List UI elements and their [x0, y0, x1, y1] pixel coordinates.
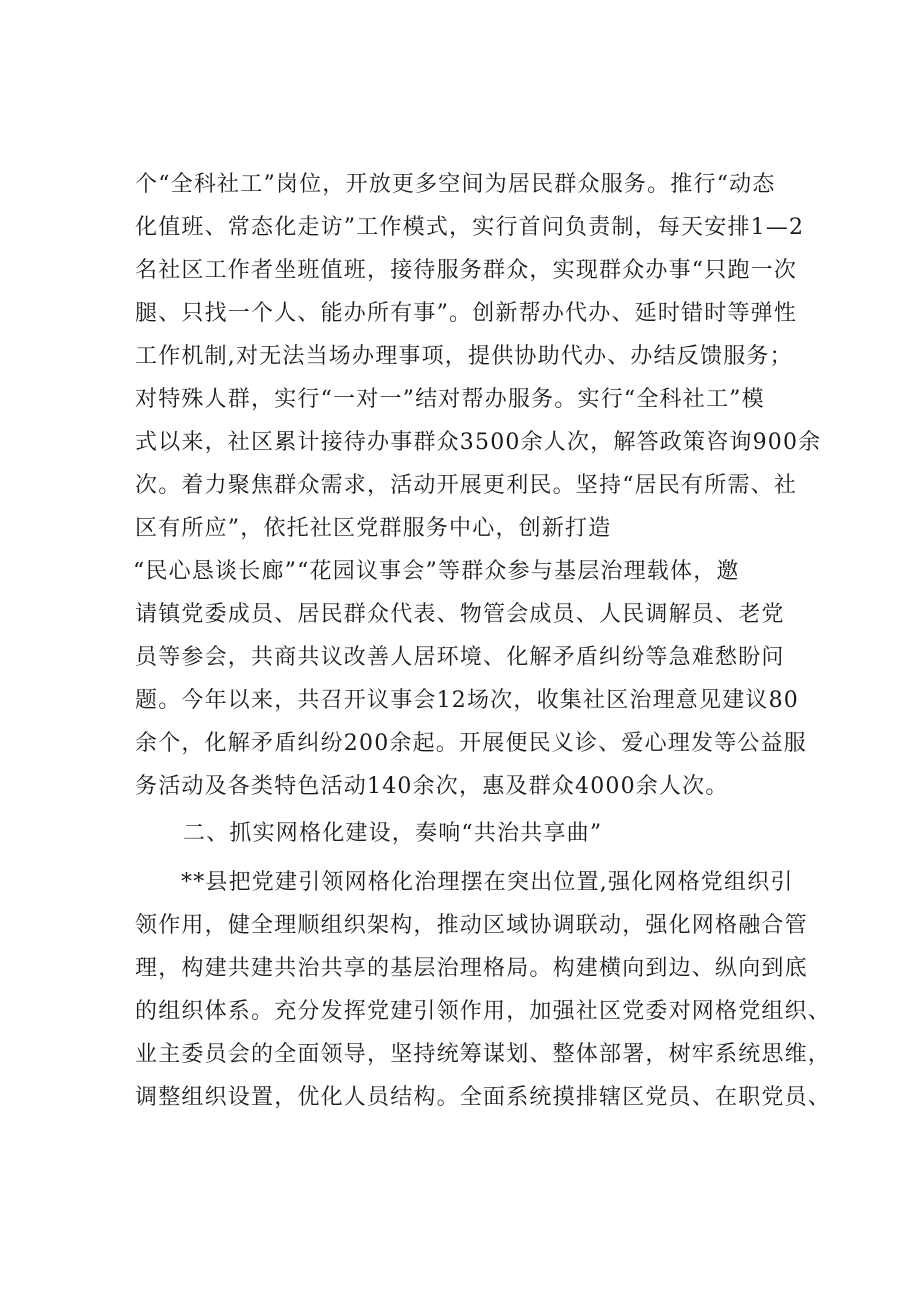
body-line: 员等参会，共商共议改善人居环境、化解矛盾纠纷等急难愁盼问	[135, 645, 785, 670]
body-line: 式以来，社区累计接待办事群众3500余人次，解答政策咨询900余	[135, 430, 822, 455]
section-heading: 二、抓实网格化建设，奏响“共治共享曲”	[183, 821, 603, 846]
body-line: 调整组织设置，优化人员结构。全面系统摸排辖区党员、在职党员、	[135, 1085, 832, 1110]
body-line: 理，构建共建共治共享的基层治理格局。构建横向到边、纵向到底	[135, 956, 808, 981]
body-line: 化值班、常态化走访”工作模式，实行首问负责制，每天安排1—2	[135, 215, 805, 240]
body-line: 余个，化解矛盾纠纷200余起。开展便民义诊、爱心理发等公益服	[135, 731, 807, 756]
body-line: 个“全科社工”岗位，开放更多空间为居民群众服务。推行“动态	[135, 172, 776, 197]
body-line: 次。着力聚焦群众需求，活动开展更利民。坚持“居民有所需、社	[135, 473, 798, 498]
body-line: 请镇党委成员、居民群众代表、物管会成员、人民调解员、老党	[135, 602, 785, 627]
body-line: 务活动及各类特色活动140余次，惠及群众4000余人次。	[135, 774, 729, 799]
body-line: 题。今年以来，共召开议事会12场次，收集社区治理意见建议80	[135, 688, 799, 713]
body-line: 领作用，健全理顺组织架构，推动区域协调联动，强化网格融合管	[135, 913, 808, 938]
body-line: **县把党建引领网格化治理摆在突出位置,强化网格党组织引	[181, 870, 794, 895]
body-line: 区有所应”，依托社区党群服务中心，创新打造	[135, 516, 612, 541]
body-line: 名社区工作者坐班值班，接待服务群众，实现群众办事“只跑一次	[135, 258, 798, 283]
body-line: 工作机制,对无法当场办理事项，提供协助代办、办结反馈服务；	[135, 344, 793, 369]
body-line: 的组织体系。充分发挥党建引领作用，加强社区党委对网格党组织、	[135, 999, 832, 1024]
body-line: 对特殊人群，实行“一对一”结对帮办服务。实行“全科社工”模	[135, 387, 765, 412]
body-line: 业主委员会的全面领导，坚持统筹谋划、整体部署，树牢系统思维，	[135, 1042, 832, 1067]
body-line: 腿、只找一个人、能办所有事”。创新帮办代办、延时错时等弹性	[135, 301, 798, 326]
body-line: “民心恳谈长廊”“花园议事会”等群众参与基层治理载体，邀	[133, 559, 740, 584]
